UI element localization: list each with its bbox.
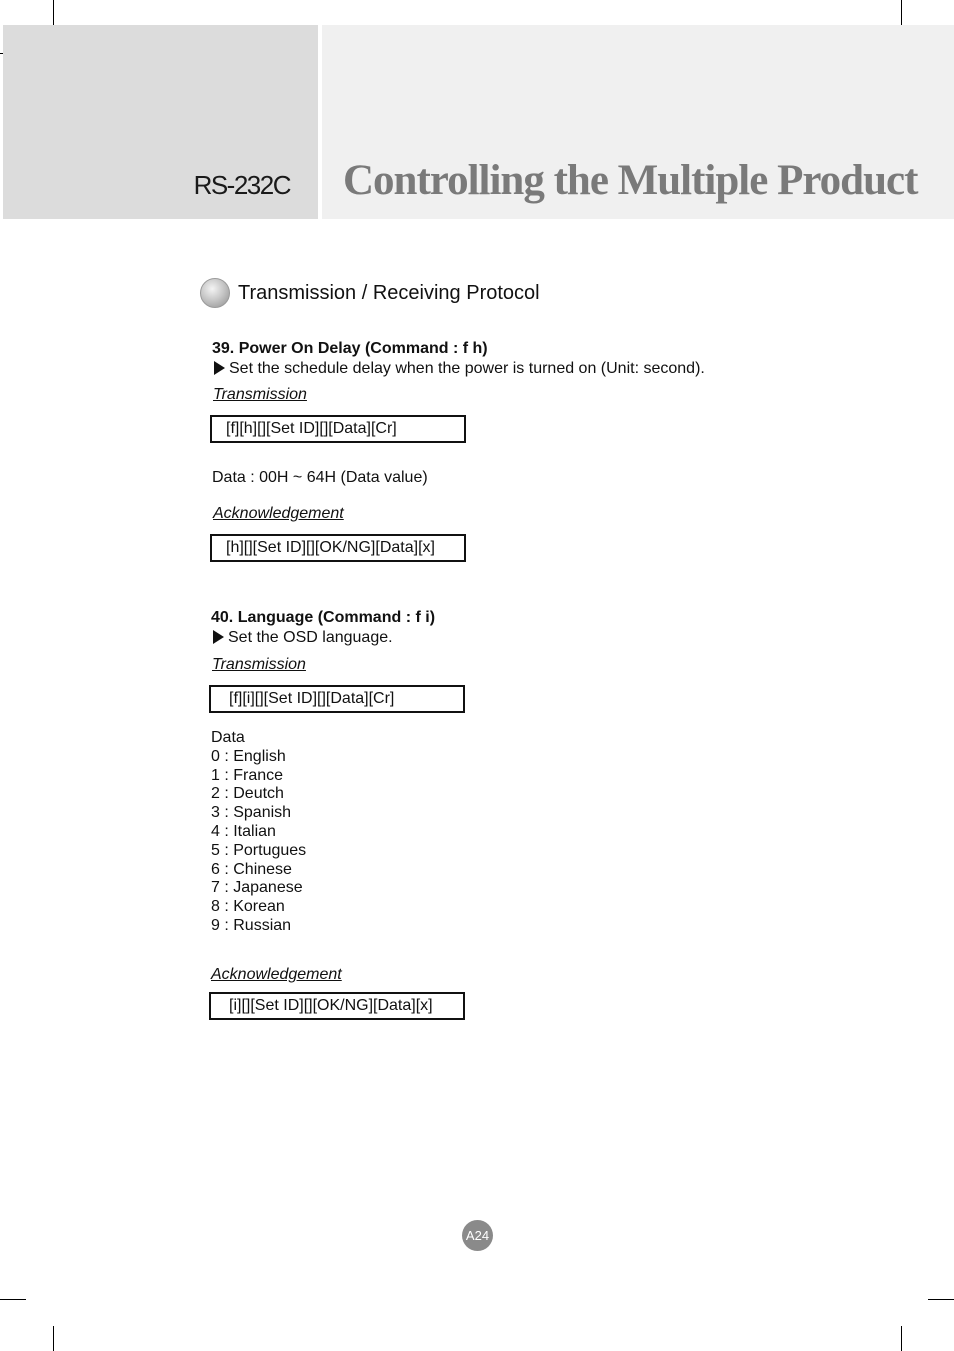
item39-transmission-label: Transmission	[213, 386, 307, 403]
item39-title: 39. Power On Delay (Command : f h)	[212, 340, 488, 357]
header-section-panel	[3, 25, 318, 219]
list-item: 8 : Korean	[211, 898, 285, 916]
item39-transmission-box	[210, 415, 466, 443]
crop-mark	[53, 1326, 54, 1351]
item40-description: Set the OSD language.	[228, 629, 393, 646]
item40-transmission-code: [f][i][][Set ID][][Data][Cr]	[229, 690, 395, 707]
item40-ack-code: [i][][Set ID][][OK/NG][Data][x]	[229, 997, 433, 1014]
item39-ack-code: [h][][Set ID][][OK/NG][Data][x]	[226, 539, 435, 556]
item40-data-heading: Data	[211, 729, 245, 746]
item40-ack-box	[209, 992, 465, 1020]
crop-mark	[901, 1326, 902, 1351]
item40-title: 40. Language (Command : f i)	[211, 609, 436, 626]
crop-mark	[0, 1299, 26, 1300]
item40-data-list	[211, 729, 306, 936]
item39-description-line	[214, 359, 705, 378]
crop-mark	[928, 1299, 954, 1300]
list-item: 6 : Chinese	[211, 860, 292, 878]
item39-transmission-code: [f][h][][Set ID][][Data][Cr]	[226, 420, 397, 437]
list-item: 7 : Japanese	[211, 879, 303, 897]
protocol-heading-text: Transmission / Receiving Protocol	[238, 281, 540, 304]
page-number-badge: A24	[462, 1220, 493, 1251]
circle-bullet-icon	[200, 278, 230, 308]
crop-mark	[53, 0, 54, 27]
item39-description: Set the schedule delay when the power is turned on (Unit: second).	[229, 360, 705, 377]
triangle-right-icon	[213, 630, 224, 644]
list-item: 4 : Italian	[211, 822, 276, 840]
item39-ack-box	[210, 534, 466, 562]
item39-ack-label: Acknowledgement	[213, 505, 344, 522]
header-section-label: RS-232C	[193, 170, 290, 200]
list-item: 0 : English	[211, 747, 286, 765]
list-item: 9 : Russian	[211, 916, 292, 934]
item40-ack-label: Acknowledgement	[211, 966, 342, 983]
item39-data-text: Data : 00H ~ 64H (Data value)	[212, 469, 428, 486]
item40-description-line	[213, 628, 393, 647]
crop-mark	[901, 0, 902, 27]
list-item: 2 : Deutch	[211, 785, 284, 803]
item40-transmission-label: Transmission	[212, 656, 306, 673]
list-item: 1 : France	[211, 766, 284, 784]
header-title-panel	[322, 25, 954, 219]
item40-transmission-box	[209, 685, 465, 713]
triangle-right-icon	[214, 361, 225, 375]
list-item: 5 : Portugues	[211, 841, 307, 859]
page-title: Controlling the Multiple Product	[343, 157, 918, 204]
list-item: 3 : Spanish	[211, 804, 292, 822]
protocol-heading	[200, 278, 540, 308]
